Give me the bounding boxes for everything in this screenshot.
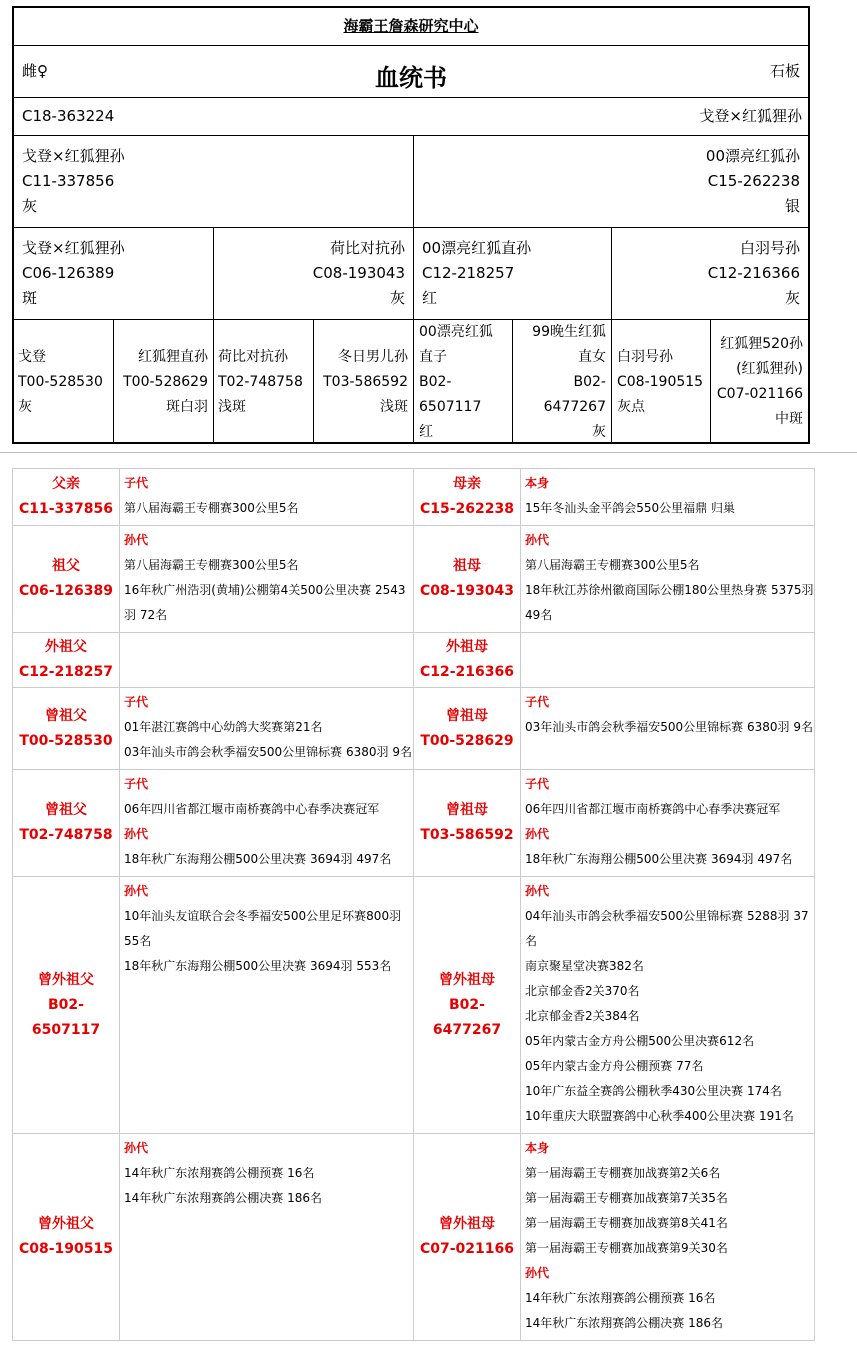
- dam-ring: C15-262238: [707, 172, 800, 190]
- ancestor-role: 父亲: [52, 476, 80, 492]
- ancestor-achievements: [120, 877, 414, 1134]
- ancestor-label: [13, 770, 120, 877]
- achievement-category: 孙代: [525, 827, 550, 841]
- achievement-item: 16年秋广州浩羽(黄埔)公棚第4关500公里决赛 2543: [124, 583, 406, 597]
- gen3-line: 直子: [419, 349, 447, 365]
- gen3-ring: C08-190515: [617, 374, 704, 390]
- sire-ring: C11-337856: [22, 172, 115, 190]
- gen3-line: 99晚生红狐: [532, 324, 606, 340]
- gen2-color: 红: [422, 289, 438, 307]
- gen2-color: 斑: [22, 289, 38, 307]
- granddam-paternal-cell: [214, 228, 414, 320]
- ancestor-achievements: [521, 1134, 815, 1341]
- achievement-category: 子代: [124, 777, 149, 791]
- ancestor-role: 曾外祖母: [439, 971, 495, 988]
- ancestor-role: 曾外祖父: [38, 971, 94, 988]
- achievement-item: 北京郁金香2关384名: [525, 1009, 640, 1023]
- gen3-cell-7: [612, 320, 711, 442]
- ancestor-role: 母亲: [453, 476, 481, 492]
- achievement-item: 14年秋广东浓翔赛鸽公棚预赛 16名: [525, 1291, 716, 1305]
- gen3-color: 灰: [592, 424, 606, 440]
- header-ring-row: [14, 98, 808, 136]
- gen3-color: 浅斑: [380, 399, 408, 415]
- achievement-item: 10年汕头友谊联合会冬季福安500公里足环赛800羽: [124, 909, 402, 923]
- ancestor-role: 曾祖父: [45, 802, 87, 818]
- record-row: [13, 469, 815, 526]
- gen3-line: 直女: [578, 349, 606, 365]
- ancestor-achievements: [521, 877, 815, 1134]
- ancestor-role: 曾外祖父: [38, 1216, 94, 1232]
- bird-ring: C18-363224: [22, 107, 115, 125]
- ancestor-achievements: [120, 469, 414, 526]
- document-title: 血统书: [375, 64, 447, 92]
- achievement-item: 第八届海霸王专棚赛300公里5名: [124, 501, 299, 515]
- ancestor-achievements: [120, 526, 414, 633]
- gen2-line: 00漂亮红狐直孙: [422, 239, 532, 257]
- achievement-category: 孙代: [525, 1266, 550, 1280]
- ancestor-role: 曾祖母: [446, 802, 488, 818]
- gen2-ring: C06-126389: [22, 264, 115, 282]
- ancestor-achievements: [521, 770, 815, 877]
- ancestor-role: 祖母: [453, 558, 481, 574]
- ancestor-ring: B02-6507117: [31, 996, 101, 1038]
- section-divider: [0, 452, 857, 453]
- achievement-item: 05年内蒙古金方舟公棚预赛 77名: [525, 1059, 704, 1073]
- record-row: [13, 633, 815, 688]
- ancestor-label: [13, 1134, 120, 1341]
- gen2-line: 白羽号孙: [739, 239, 800, 257]
- achievement-item: 第一届海霸王专棚赛加战赛第8关41名: [525, 1216, 728, 1230]
- sire-color: 灰: [22, 197, 38, 215]
- achievement-item: 49名: [525, 608, 553, 622]
- ancestor-ring: T00-528530: [19, 732, 113, 749]
- ancestor-role: 外祖母: [446, 639, 488, 655]
- ancestor-label: [414, 526, 521, 633]
- granddam-maternal-cell: [612, 228, 808, 320]
- gen2-line: 戈登×红狐狸孙: [22, 239, 125, 257]
- achievement-item: 名: [525, 934, 538, 948]
- ancestor-achievements: [521, 469, 815, 526]
- gen3-line: 红狐狸520孙: [720, 336, 803, 352]
- record-row: [13, 1134, 815, 1341]
- sire-cell: [14, 136, 414, 228]
- record-row: [13, 770, 815, 877]
- ancestor-label: [13, 877, 120, 1134]
- ancestor-role: 曾祖父: [45, 707, 87, 724]
- ancestor-role: 曾外祖母: [439, 1216, 495, 1232]
- achievement-category: 子代: [124, 476, 149, 490]
- achievement-item: 03年汕头市鸽会秋季福安500公里锦标赛 6380羽 9名: [525, 720, 813, 734]
- achievement-category: 子代: [525, 695, 550, 709]
- gen3-line: 红狐狸直孙: [138, 349, 208, 365]
- achievement-category: 本身: [525, 476, 550, 490]
- gen3-cell-6: [513, 320, 612, 442]
- ancestor-achievements: [521, 526, 815, 633]
- record-row: [13, 877, 815, 1134]
- ancestor-achievements: [120, 688, 414, 770]
- bird-color: 石板: [769, 62, 800, 80]
- ancestor-ring: T00-528629: [420, 732, 514, 749]
- gen3-cell-5: [414, 320, 513, 442]
- ancestor-label: [13, 469, 120, 526]
- gen2-color: 灰: [389, 289, 405, 307]
- achievement-item: 15年冬汕头金平鸽会550公里福鼎 归巢: [525, 501, 735, 515]
- center-title: 海霸王詹森研究中心: [343, 17, 479, 35]
- achievement-item: 01年湛江赛鸽中心幼鸽大奖赛第21名: [124, 720, 323, 734]
- achievement-item: 第一届海霸王专棚赛加战赛第9关30名: [525, 1241, 728, 1255]
- gen3-color: 斑白羽: [166, 399, 208, 415]
- achievement-item: 03年汕头市鸽会秋季福安500公里锦标赛 6380羽 9名: [124, 745, 412, 759]
- ancestor-role: 祖父: [52, 558, 80, 574]
- ancestor-ring: C06-126389: [18, 583, 113, 599]
- achievement-item: 第一届海霸王专棚赛加战赛第7关35名: [525, 1191, 728, 1205]
- ancestor-label: [414, 633, 521, 688]
- race-records-table: [12, 468, 815, 1341]
- gen3-ring: 6507117: [419, 399, 482, 415]
- ancestor-label: [414, 1134, 521, 1341]
- ancestor-label: [414, 877, 521, 1134]
- achievement-category: 孙代: [124, 533, 149, 547]
- achievement-item: 南京聚星堂决赛382名: [525, 959, 644, 973]
- ancestor-ring: C12-216366: [419, 664, 514, 680]
- ancestor-ring: T02-748758: [19, 827, 113, 843]
- dam-color: 银: [784, 197, 800, 215]
- gen3-line: 冬日男儿孙: [338, 349, 408, 365]
- ancestor-label: [13, 526, 120, 633]
- ancestor-ring: B02-6477267: [432, 996, 502, 1038]
- ancestor-achievements: [120, 633, 414, 688]
- gen3-line: (红狐狸孙): [736, 361, 803, 377]
- achievement-item: 55名: [124, 934, 152, 948]
- gen3-ring: T00-528530: [18, 374, 103, 390]
- ancestor-label: [414, 688, 521, 770]
- achievement-item: 18年秋广东海翔公棚500公里决赛 3694羽 497名: [124, 852, 392, 866]
- ancestor-achievements: [120, 770, 414, 877]
- ancestor-ring: C07-021166: [419, 1241, 514, 1257]
- ancestor-ring: T03-586592: [420, 827, 514, 843]
- gen3-line: 戈登: [18, 349, 46, 365]
- gen2-ring: C12-218257: [422, 264, 515, 282]
- gen3-line: 白羽号孙: [617, 349, 673, 365]
- ancestor-achievements: [521, 633, 815, 688]
- ancestor-label: [13, 688, 120, 770]
- gen3-line: 荷比对抗孙: [218, 349, 288, 365]
- bird-lineage: 戈登×红狐狸孙: [699, 107, 802, 125]
- gen3-cell-2: [114, 320, 214, 442]
- ancestor-role: 曾祖母: [446, 707, 488, 724]
- gen2-line: 荷比对抗孙: [329, 239, 405, 257]
- ancestor-role: 外祖父: [45, 639, 87, 655]
- achievement-category: 子代: [124, 695, 149, 709]
- gen3-ring: C07-021166: [716, 386, 803, 402]
- ancestor-label: [13, 633, 120, 688]
- grandsire-maternal-cell: [414, 228, 612, 320]
- achievement-item: 18年秋江苏徐州徽商国际公棚180公里热身赛 5375羽: [525, 583, 814, 597]
- ancestor-achievements: [120, 1134, 414, 1341]
- header-title-row: [14, 8, 808, 46]
- achievement-item: 第八届海霸王专棚赛300公里5名: [124, 558, 299, 572]
- gen3-ring: 6477267: [543, 399, 606, 415]
- gen2-color: 灰: [784, 289, 800, 307]
- ancestor-ring: C15-262238: [419, 501, 514, 517]
- ancestor-achievements: [521, 688, 815, 770]
- achievement-category: 孙代: [124, 827, 149, 841]
- achievement-item: 18年秋广东海翔公棚500公里决赛 3694羽 553名: [124, 959, 392, 973]
- achievement-item: 第八届海霸王专棚赛300公里5名: [525, 558, 700, 572]
- gen3-cell-3: [214, 320, 314, 442]
- gen3-color: 红: [419, 424, 433, 440]
- achievement-item: 北京郁金香2关370名: [525, 984, 640, 998]
- gen2-ring: C08-193043: [312, 264, 405, 282]
- dam-line: 00漂亮红狐孙: [705, 147, 800, 165]
- achievement-category: 孙代: [124, 884, 149, 898]
- ancestor-ring: C11-337856: [18, 501, 113, 517]
- ancestor-ring: C08-193043: [419, 583, 514, 599]
- gen3-ring: B02-: [419, 374, 452, 390]
- achievement-category: 子代: [525, 777, 550, 791]
- achievement-category: 孙代: [525, 533, 550, 547]
- bird-sex: 雌♀: [22, 62, 48, 80]
- achievement-item: 羽 72名: [124, 608, 168, 622]
- achievement-category: 孙代: [124, 1141, 149, 1155]
- achievement-item: 10年重庆大联盟赛鸽中心秋季400公里决赛 191名: [525, 1109, 794, 1123]
- achievement-item: 06年四川省都江堰市南桥赛鸽中心春季决赛冠军: [525, 802, 781, 816]
- gen3-color: 灰点: [617, 399, 645, 415]
- achievement-item: 第一届海霸王专棚赛加战赛第2关6名: [525, 1166, 721, 1180]
- ancestor-label: [414, 770, 521, 877]
- ancestor-label: [414, 469, 521, 526]
- achievement-item: 10年广东益全赛鸽公棚秋季430公里决赛 174名: [525, 1084, 782, 1098]
- gen3-cell-8: [711, 320, 808, 442]
- gen2-ring: C12-216366: [707, 264, 800, 282]
- achievement-item: 06年四川省都江堰市南桥赛鸽中心春季决赛冠军: [124, 802, 380, 816]
- ancestor-ring: C12-218257: [18, 664, 113, 680]
- gen3-color: 中斑: [775, 411, 803, 427]
- achievement-item: 04年汕头市鸽会秋季福安500公里锦标赛 5288羽 37: [525, 909, 809, 923]
- pedigree-chart: [12, 6, 810, 444]
- record-row: [13, 688, 815, 770]
- gen3-color: 浅斑: [218, 399, 246, 415]
- header-main-row: [14, 46, 808, 98]
- gen3-ring: B02-: [573, 374, 606, 390]
- gen3-ring: T00-528629: [123, 374, 208, 390]
- gen3-ring: T02-748758: [218, 374, 303, 390]
- ancestor-ring: C08-190515: [18, 1241, 113, 1257]
- gen3-cell-4: [314, 320, 414, 442]
- achievement-item: 14年秋广东浓翔赛鸽公棚决赛 186名: [525, 1316, 723, 1330]
- achievement-item: 14年秋广东浓翔赛鸽公棚预赛 16名: [124, 1166, 315, 1180]
- grandsire-paternal-cell: [14, 228, 214, 320]
- gen3-ring: T03-586592: [323, 374, 408, 390]
- gen3-cell-1: [14, 320, 114, 442]
- achievement-category: 孙代: [525, 884, 550, 898]
- sire-line: 戈登×红狐狸孙: [22, 147, 125, 165]
- record-row: [13, 526, 815, 633]
- achievement-item: 14年秋广东浓翔赛鸽公棚决赛 186名: [124, 1191, 322, 1205]
- achievement-item: 05年内蒙古金方舟公棚500公里决赛612名: [525, 1034, 755, 1048]
- achievement-item: 18年秋广东海翔公棚500公里决赛 3694羽 497名: [525, 852, 793, 866]
- achievement-category: 本身: [525, 1141, 550, 1155]
- dam-cell: [414, 136, 808, 228]
- gen3-line: 00漂亮红狐: [419, 324, 493, 340]
- gen3-color: 灰: [18, 399, 32, 415]
